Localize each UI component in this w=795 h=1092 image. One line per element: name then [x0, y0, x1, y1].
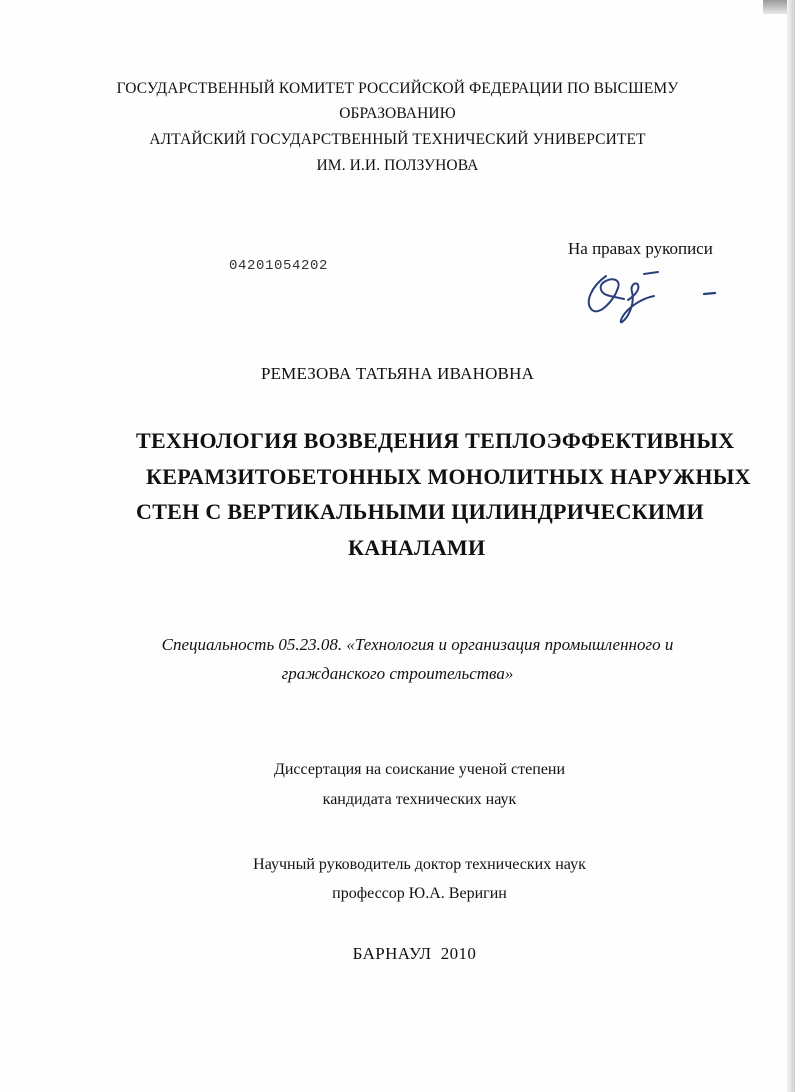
title-line-3: СТЕН С ВЕРТИКАЛЬНЫМИ ЦИЛИНДРИЧЕСКИМИ	[136, 499, 704, 524]
header-line-3: АЛТАЙСКИЙ ГОСУДАРСТВЕННЫЙ ТЕХНИЧЕСКИЙ УНИВЕРСИТЕТ	[149, 131, 646, 148]
header-line-4: ИМ. И.И. ПОЛЗУНОВА	[316, 157, 479, 174]
rights-note: На правах рукописи	[568, 239, 713, 258]
title-line-1: ТЕХНОЛОГИЯ ВОЗВЕДЕНИЯ ТЕПЛОЭФФЕКТИВНЫХ	[136, 428, 735, 453]
degree-line-1: Диссертация на соискание ученой степени	[273, 761, 566, 778]
header-line-1: ГОСУДАРСТВЕННЫЙ КОМИТЕТ РОССИЙСКОЙ ФЕДЕРАЦИИ ПО ВЫСШЕМУ	[116, 80, 679, 97]
handwritten-signature	[578, 270, 728, 326]
scan-corner-mark	[763, 0, 787, 14]
document-number: 04201054202	[229, 258, 329, 274]
specialty-line-2: гражданского строительства»	[281, 664, 514, 683]
header-line-2: ОБРАЗОВАНИЮ	[339, 105, 456, 122]
title-line-2: КЕРАМЗИТОБЕТОННЫХ МОНОЛИТНЫХ НАРУЖНЫХ	[146, 464, 751, 489]
city-year: БАРНАУЛ 2010	[352, 944, 477, 963]
specialty-line-1: Специальность 05.23.08. «Технология и организация промышленного и	[161, 635, 674, 654]
supervisor-line-1: Научный руководитель доктор технических наук	[253, 856, 586, 873]
degree-line-2: кандидата технических наук	[322, 791, 517, 808]
title-line-4: КАНАЛАМИ	[348, 535, 486, 560]
supervisor-line-2: профессор Ю.А. Веригин	[332, 885, 507, 902]
author-name: РЕМЕЗОВА ТАТЬЯНА ИВАНОВНА	[260, 364, 535, 383]
